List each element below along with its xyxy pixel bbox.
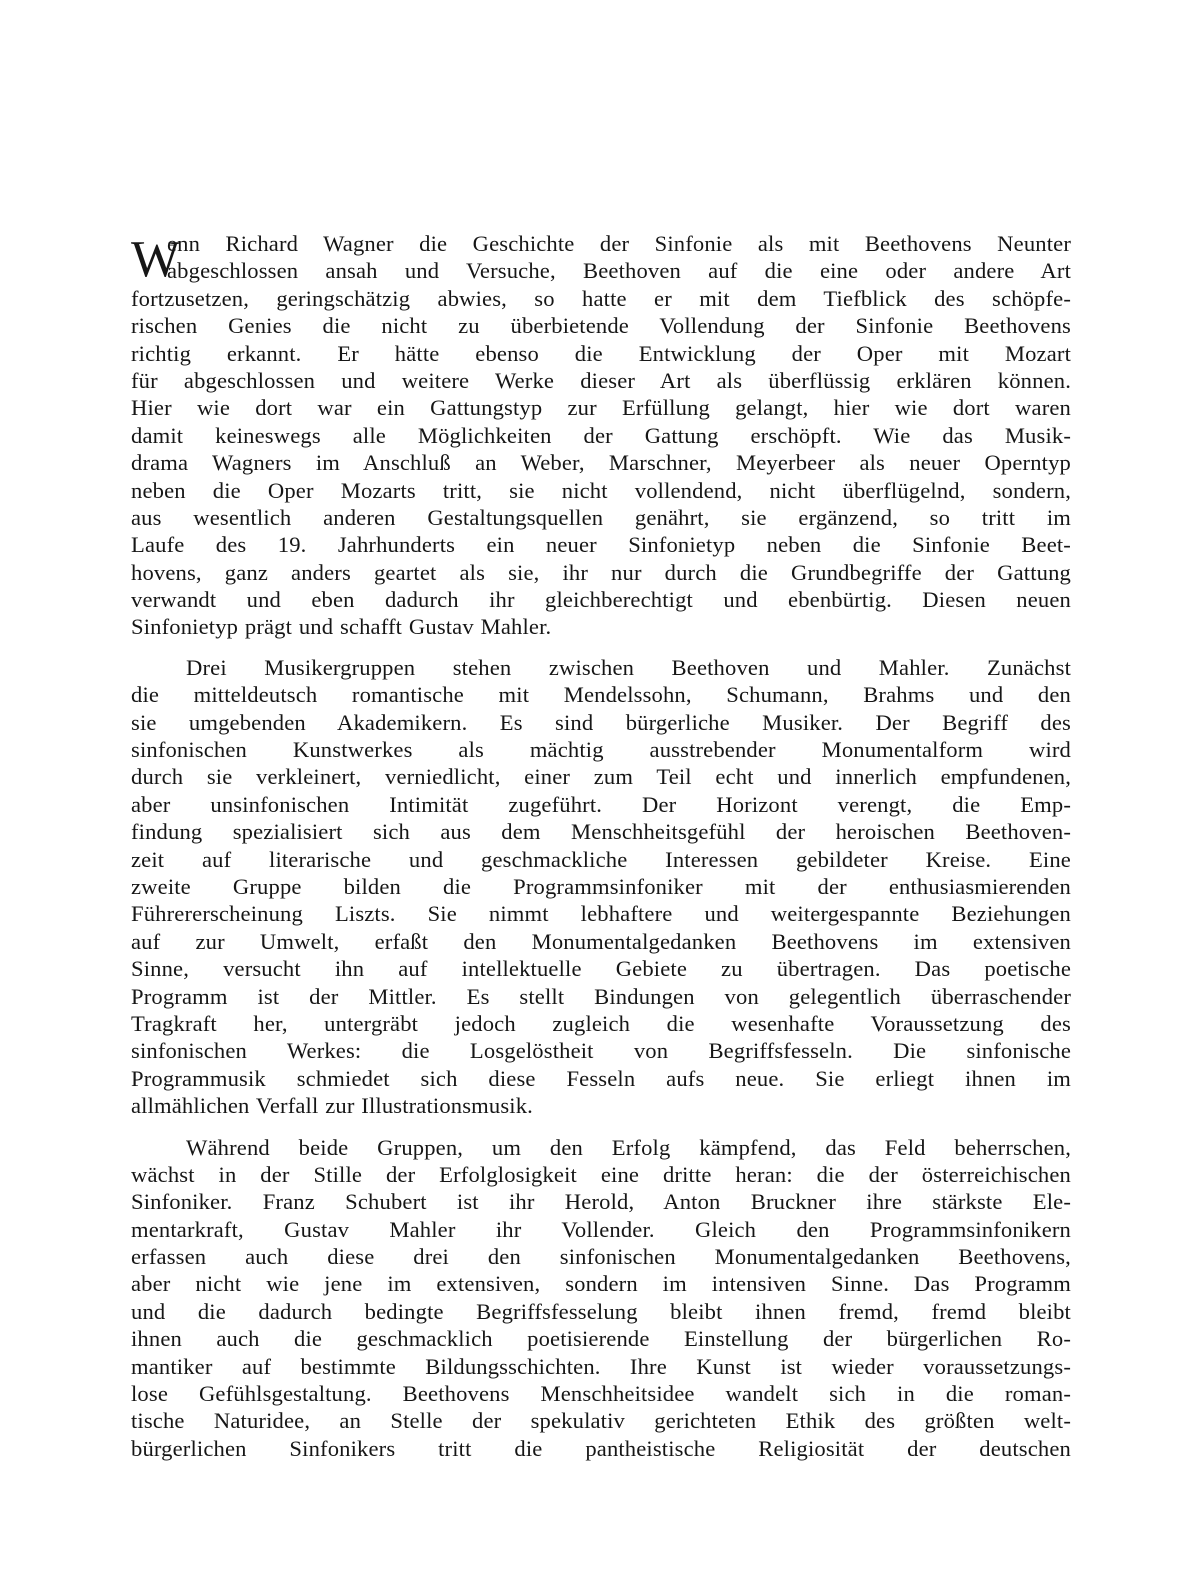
text-line: neben die Oper Mozarts tritt, sie nicht vollendend, nicht überflügelnd, sondern, xyxy=(131,477,1071,503)
text-line: Sinne, versucht ihn auf intellektuelle Gebiete zu übertragen. Das poetische xyxy=(131,956,1071,982)
text-line: Laufe des 19. Jahrhunderts ein neuer Sinfonietyp neben die Sinfonie Beet- xyxy=(131,532,1071,558)
paragraph-1 xyxy=(131,230,1071,641)
text-line: Hier wie dort war ein Gattungstyp zur Erfüllung gelangt, hier wie dort waren xyxy=(131,395,1071,421)
text-line: richtig erkannt. Er hätte ebenso die Entwicklung der Oper mit Mozart xyxy=(131,340,1071,366)
text-line: Programmusik schmiedet sich diese Fesseln aufs neue. Sie erliegt ihnen im xyxy=(131,1065,1071,1091)
text-line: erfassen auch diese drei den sinfonischen Monumentalgedanken Beethovens, xyxy=(131,1244,1071,1270)
text-line: findung spezialisiert sich aus dem Menschheitsgefühl der heroischen Beethoven- xyxy=(131,819,1071,845)
text-line: Drei Musikergruppen stehen zwischen Beethoven und Mahler. Zunächst xyxy=(186,654,1071,680)
text-line: bürgerlichen Sinfonikers tritt die pantheistische Religiosität der deutschen xyxy=(131,1435,1071,1461)
text-line: lose Gefühlsgestaltung. Beethovens Menschheitsidee wandelt sich in die roman- xyxy=(131,1381,1071,1407)
paragraph-1-wrapper xyxy=(131,230,1071,641)
text-line: Programm ist der Mittler. Es stellt Bindungen von gelegentlich überraschender xyxy=(131,983,1071,1009)
text-line: und die dadurch bedingte Begriffsfesselung bleibt ihnen fremd, fremd bleibt xyxy=(131,1298,1071,1324)
text-line: aber nicht wie jene im extensiven, sondern im intensiven Sinne. Das Programm xyxy=(131,1271,1071,1297)
text-line: enn Richard Wagner die Geschichte der Sinfonie als mit Beethovens Neunter xyxy=(167,231,1071,256)
text-line: ihnen auch die geschmacklich poetisierende Einstellung der bürgerlichen Ro- xyxy=(131,1326,1071,1352)
text-line: hovens, ganz anders geartet als sie, ihr nur durch die Grundbegriffe der Gattung xyxy=(131,559,1071,585)
text-line: zeit auf literarische und geschmackliche Interessen gebildeter Kreise. Eine xyxy=(131,846,1071,872)
text-line: Führererscheinung Liszts. Sie nimmt lebhaftere und weitergespannte Beziehungen xyxy=(131,901,1071,927)
text-line: für abgeschlossen und weitere Werke dieser Art als überflüssig erklären können. xyxy=(131,367,1071,393)
text-line: wächst in der Stille der Erfolglosigkeit eine dritte heran: die der österreichischen xyxy=(131,1161,1071,1187)
text-line: sinfonischen Werkes: die Losgelöstheit von Begriffsfesseln. Die sinfonische xyxy=(131,1038,1071,1064)
text-line: rischen Genies die nicht zu überbietende Vollendung der Sinfonie Beethovens xyxy=(131,313,1071,339)
text-line: aus wesentlich anderen Gestaltungsquellen genährt, sie ergänzend, so tritt im xyxy=(131,504,1071,530)
text-line: sinfonischen Kunstwerkes als mächtig ausstrebender Monumentalform wird xyxy=(131,737,1071,763)
body-text xyxy=(131,230,1071,1462)
text-line: die mitteldeutsch romantische mit Mendelssohn, Schumann, Brahms und den xyxy=(131,682,1071,708)
text-line: verwandt und eben dadurch ihr gleichberechtigt und ebenbürtig. Diesen neuen xyxy=(131,587,1071,613)
text-line: drama Wagners im Anschluß an Weber, Marschner, Meyerbeer als neuer Operntyp xyxy=(131,450,1071,476)
text-line: Während beide Gruppen, um den Erfolg kämpfend, das Feld beherrschen, xyxy=(186,1134,1071,1160)
paragraph-2 xyxy=(131,654,1071,1120)
text-line: damit keineswegs alle Möglichkeiten der Gattung erschöpft. Wie das Musik- xyxy=(131,422,1071,448)
text-line: Tragkraft her, untergräbt jedoch zugleich die wesenhafte Voraussetzung des xyxy=(131,1010,1071,1036)
text-line: mantiker auf bestimmte Bildungsschichten. Ihre Kunst ist wieder voraussetzungs- xyxy=(131,1353,1071,1379)
text-line: Sinfoniker. Franz Schubert ist ihr Herold, Anton Bruckner ihre stärkste Ele- xyxy=(131,1189,1071,1215)
text-line: sie umgebenden Akademikern. Es sind bürgerliche Musiker. Der Begriff des xyxy=(131,709,1071,735)
paragraph-3 xyxy=(131,1134,1071,1463)
text-line: fortzusetzen, geringschätzig abwies, so hatte er mit dem Tiefblick des schöpfe- xyxy=(131,285,1071,311)
text-line: tische Naturidee, an Stelle der spekulativ gerichteten Ethik des größten welt- xyxy=(131,1408,1071,1434)
drop-cap-letter: W xyxy=(131,231,181,288)
text-line: auf zur Umwelt, erfaßt den Monumentalgedanken Beethovens im extensiven xyxy=(131,928,1071,954)
text-line: allmählichen Verfall zur Illustrationsmusik. xyxy=(131,1093,533,1119)
text-line: durch sie verkleinert, verniedlicht, einer zum Teil echt und innerlich empfundenen, xyxy=(131,764,1071,790)
text-line: Sinfonietyp prägt und schafft Gustav Mahler. xyxy=(131,614,552,640)
text-line: aber unsinfonischen Intimität zugeführt. Der Horizont verengt, die Emp- xyxy=(131,791,1071,817)
text-line: mentarkraft, Gustav Mahler ihr Vollender. Gleich den Programmsinfonikern xyxy=(131,1216,1071,1242)
text-line: zweite Gruppe bilden die Programmsinfoniker mit der enthusiasmierenden xyxy=(131,873,1071,899)
text-line: abgeschlossen ansah und Versuche, Beethoven auf die eine oder andere Art xyxy=(167,258,1071,284)
